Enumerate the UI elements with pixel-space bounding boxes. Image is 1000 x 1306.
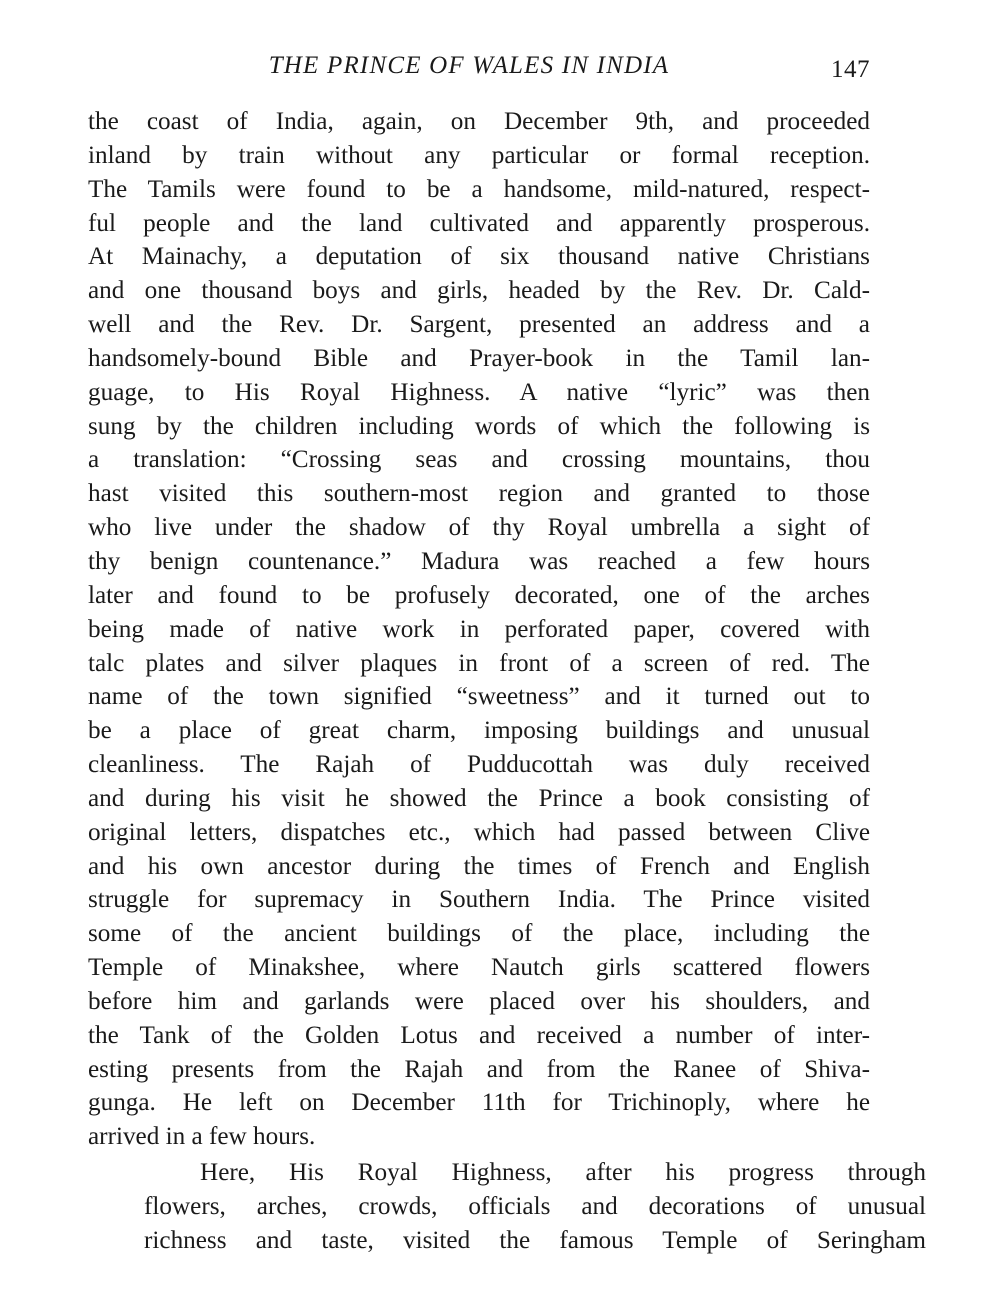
text-line: gunga. He left on December 11th for Trichinoply, where he — [88, 1089, 870, 1117]
text-line: being made of native work in perforated paper, covered with — [88, 615, 870, 643]
text-line: Temple of Minakshee, where Nautch girls scattered flowers — [88, 954, 870, 982]
text-line: well and the Rev. Dr. Sargent, presented an address and a — [88, 311, 870, 339]
page-number: 147 — [831, 56, 870, 83]
text-line: handsomely-bound Bible and Prayer-book in the Tamil lan- — [88, 344, 870, 372]
text-line: At Mainachy, a deputation of six thousand native Christians — [88, 243, 870, 271]
text-line: inland by train without any particular or formal reception. — [88, 141, 870, 169]
text-line: cleanliness. The Rajah of Pudducottah was duly received — [88, 751, 870, 779]
paragraph-2 — [88, 1156, 926, 1258]
text-line: Here, His Royal Highness, after his progress through — [200, 1159, 926, 1187]
text-line: some of the ancient buildings of the place, including the — [88, 920, 870, 948]
body-text — [88, 105, 926, 1258]
text-line: before him and garlands were placed over his shoulders, and — [88, 987, 870, 1015]
text-line: later and found to be profusely decorated, one of the arches — [88, 581, 870, 609]
text-line: and during his visit he showed the Prince a book consisting of — [88, 784, 870, 812]
text-line: name of the town signified “sweetness” and it turned out to — [88, 683, 870, 711]
text-line: who live under the shadow of thy Royal umbrella a sight of — [88, 514, 870, 542]
text-line: sung by the children including words of which the following is — [88, 412, 870, 440]
text-line: struggle for supremacy in Southern India. The Prince visited — [88, 886, 870, 914]
text-line: the coast of India, again, on December 9th, and proceeded — [88, 108, 870, 135]
text-line: The Tamils were found to be a handsome, mild-natured, respect- — [88, 175, 870, 203]
running-header — [88, 50, 870, 90]
text-line: hast visited this southern-most region and granted to those — [88, 480, 870, 508]
text-line: original letters, dispatches etc., which had passed between Clive — [88, 818, 870, 846]
text-line: and one thousand boys and girls, headed by the Rev. Dr. Cald- — [88, 277, 870, 305]
text-line: and his own ancestor during the times of French and English — [88, 852, 870, 880]
text-line: arrived in a few hours. — [88, 1123, 316, 1151]
text-line: thy benign countenance.” Madura was reached a few hours — [88, 547, 870, 575]
text-line: guage, to His Royal Highness. A native “lyric” was then — [88, 378, 870, 406]
text-line: esting presents from the Rajah and from the Ranee of Shiva- — [88, 1055, 870, 1083]
paragraph-1 — [88, 105, 870, 1154]
running-title: THE PRINCE OF WALES IN INDIA — [268, 52, 670, 79]
text-line: a translation: “Crossing seas and crossing mountains, thou — [88, 446, 870, 474]
text-line: ful people and the land cultivated and apparently prosperous. — [88, 209, 870, 237]
text-line: talc plates and silver plaques in front of a screen of red. The — [88, 649, 870, 677]
text-line: the Tank of the Golden Lotus and received a number of inter- — [88, 1021, 870, 1049]
text-line: be a place of great charm, imposing buildings and unusual — [88, 717, 870, 745]
text-line: flowers, arches, crowds, officials and decorations of unusual — [144, 1193, 926, 1220]
text-line: richness and taste, visited the famous Temple of Seringham — [144, 1226, 926, 1254]
